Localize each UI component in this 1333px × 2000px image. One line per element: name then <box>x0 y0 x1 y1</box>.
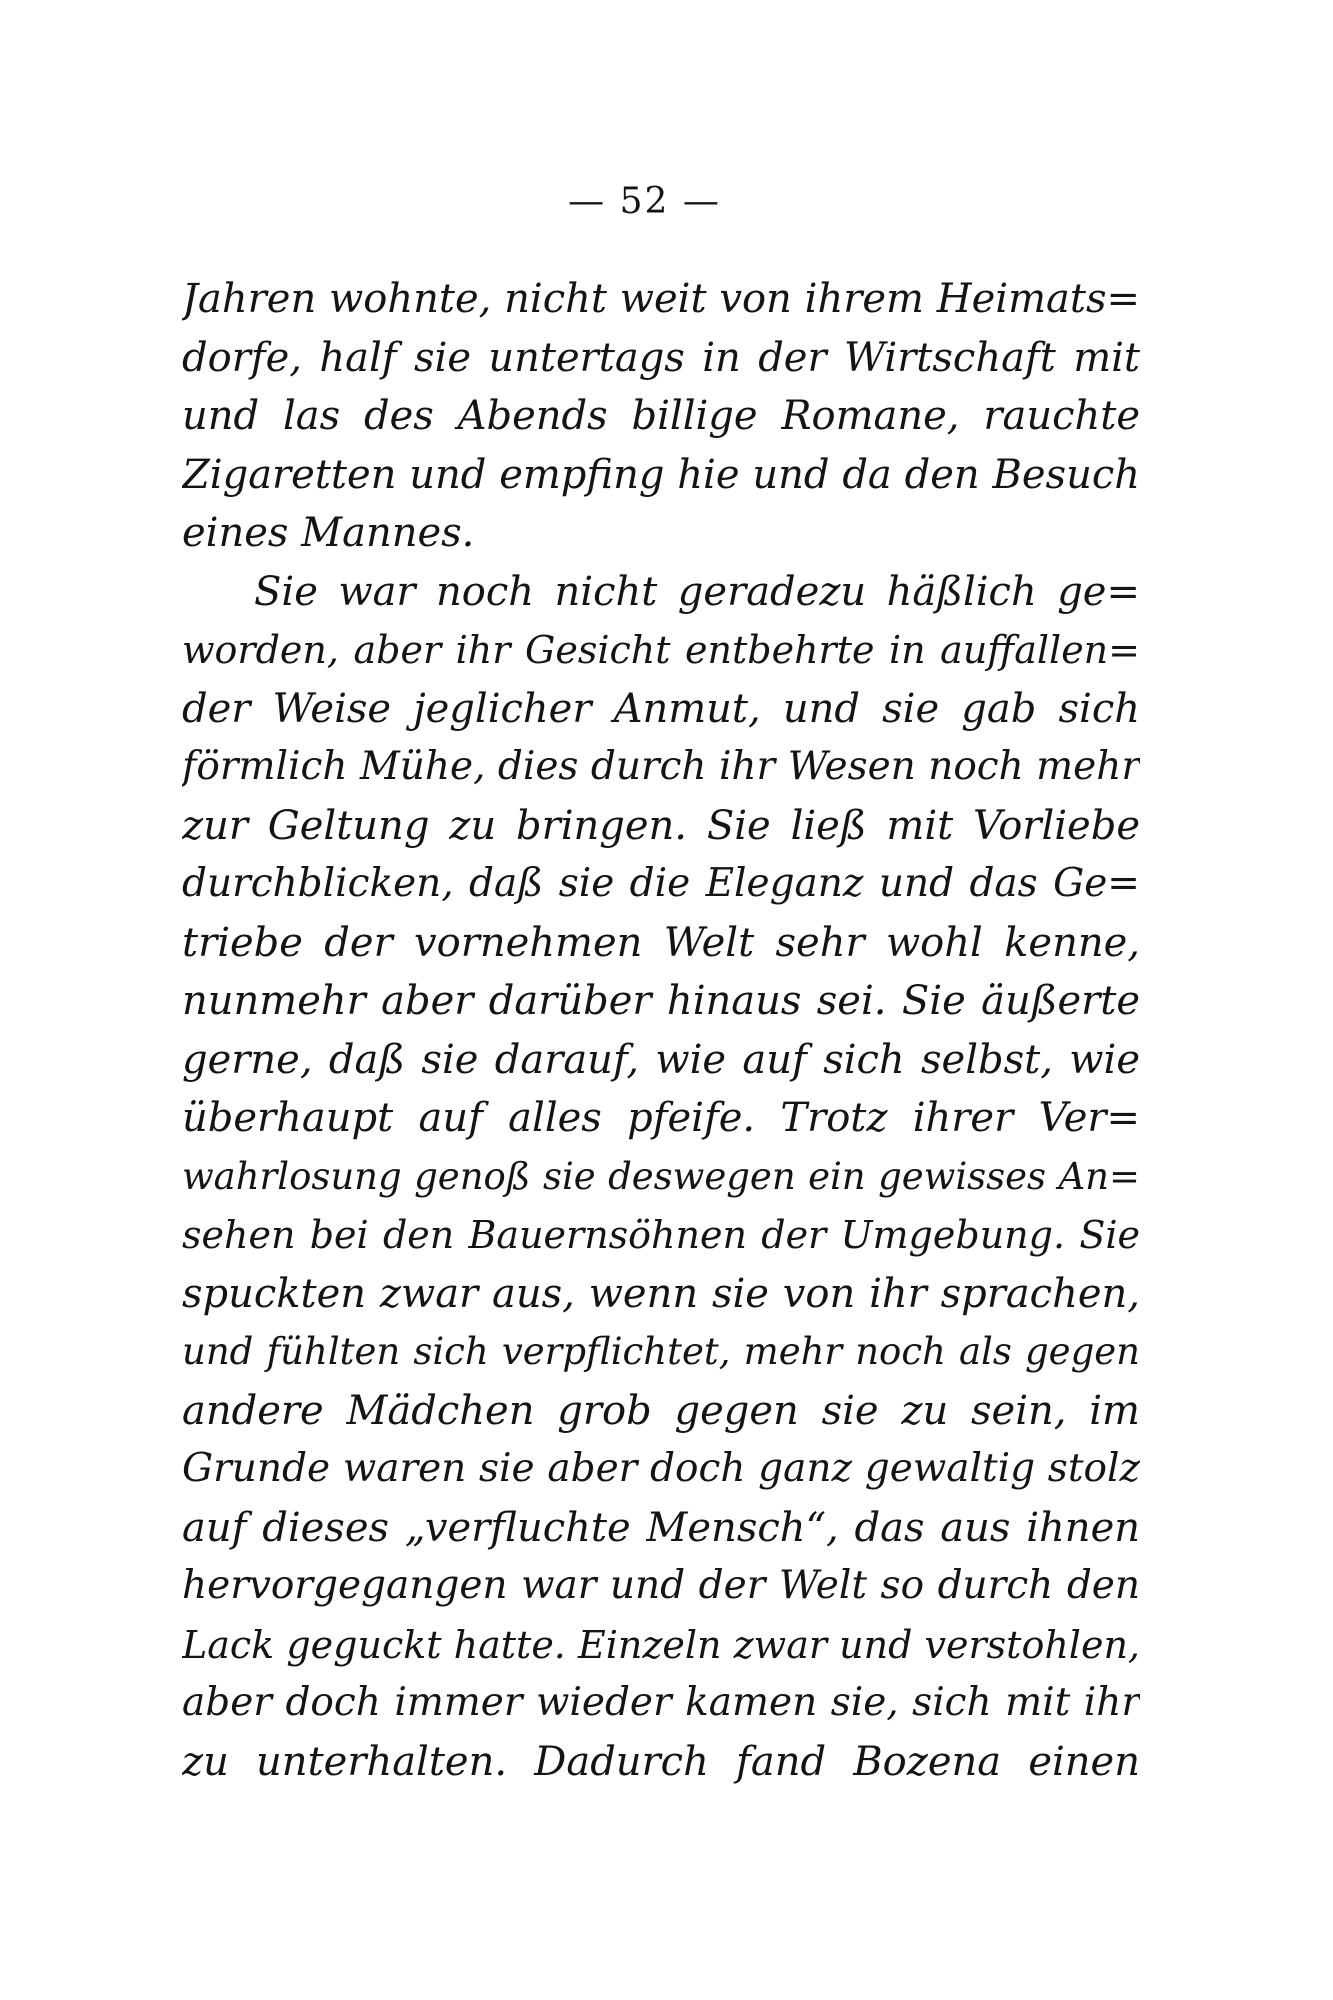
text-line: und fühlten sich verpflichtet, mehr noch als gegen <box>182 1330 1140 1373</box>
text-line: wahrlosung genoß sie deswegen ein gewisses An= <box>182 1154 1140 1198</box>
text-line: Lack geguckt hatte. Einzeln zwar und verstohlen, <box>182 1622 1140 1667</box>
text-line: aber doch immer wieder kamen sie, sich mit ihr <box>182 1680 1140 1725</box>
text-line: eines Mannes. <box>182 510 475 556</box>
text-line: überhaupt auf alles pfeife. Trotz ihrer Ver= <box>182 1095 1140 1141</box>
text-line: dorfe, half sie untertags in der Wirtschaft mit <box>182 334 1140 381</box>
text-line: sehen bei den Bauernsöhnen der Umgebung. Sie <box>182 1213 1140 1257</box>
text-line: Zigaretten und empfing hie und da den Besuch <box>182 451 1140 498</box>
text-line: der Weise jeglicher Anmut, und sie gab sich <box>182 685 1140 732</box>
text-line: auf dieses „verfluchte Mensch“, das aus ihnen <box>182 1504 1140 1551</box>
text-line: Jahren wohnte, nicht weit von ihrem Heimats= <box>182 276 1140 322</box>
text-line: gerne, daß sie darauf, wie auf sich selbst, wie <box>182 1036 1140 1083</box>
text-line: spuckten zwar aus, wenn sie von ihr sprachen, <box>182 1270 1140 1317</box>
text-line: andere Mädchen grob gegen sie zu sein, im <box>182 1387 1140 1434</box>
body-text <box>182 270 1140 1791</box>
text-line: zur Geltung zu bringen. Sie ließ mit Vorliebe <box>182 802 1140 849</box>
text-line: triebe der vornehmen Welt sehr wohl kenne, <box>182 919 1140 966</box>
page-number: — 52 — <box>568 181 721 222</box>
text-line: durchblicken, daß sie die Eleganz und das Ge= <box>182 861 1140 906</box>
text-line: förmlich Mühe, dies durch ihr Wesen noch mehr <box>182 744 1140 789</box>
text-line: worden, aber ihr Gesicht entbehrte in auffallen= <box>182 628 1140 672</box>
text-line: nunmehr aber darüber hinaus sei. Sie äußerte <box>182 978 1140 1024</box>
text-line: Grunde waren sie aber doch ganz gewaltig stolz <box>182 1446 1140 1491</box>
text-line: zu unterhalten. Dadurch fand Bozena einen <box>182 1738 1140 1785</box>
text-line: hervorgegangen war und der Welt so durch den <box>182 1563 1140 1608</box>
text-line: Sie war noch nicht geradezu häßlich ge= <box>254 568 1140 615</box>
text-line: und las des Abends billige Romane, rauchte <box>182 393 1140 439</box>
